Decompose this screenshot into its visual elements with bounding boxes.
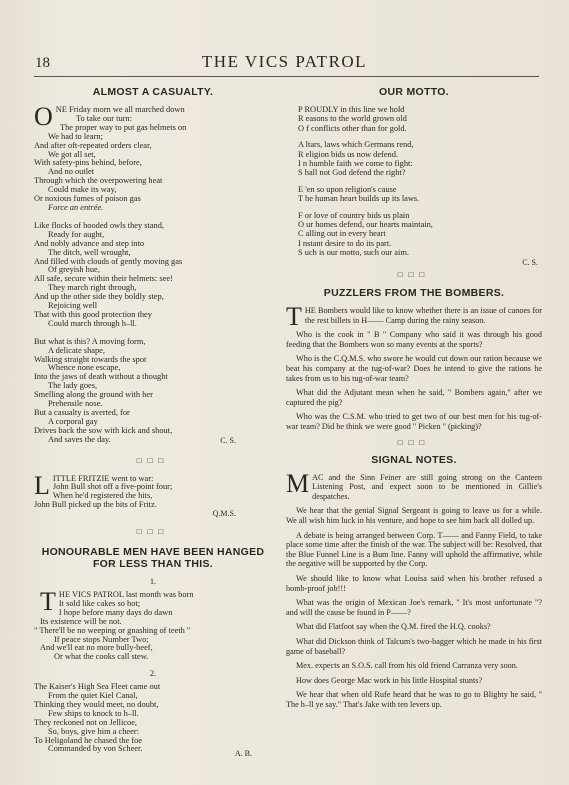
poem-line: O ur homes defend, our hearts maintain, — [298, 220, 433, 230]
poem-line: We got all set, — [48, 149, 96, 159]
poem-line: Or noxious fumes of poison gas — [34, 194, 141, 204]
paragraph-text: HE Bombers would like to know whether there is an issue of canoes for the rest billets in H—— Camp during the rainy season. — [304, 306, 542, 325]
honourable-signature: A. B. — [234, 749, 252, 759]
poem-line: R easons to the world grown old — [298, 114, 407, 124]
paragraph: We hear that the genial Signal Sergeant is going to leave us for a while. We all wish him luck in his venture, and hope to see him back all dolled up. — [286, 506, 542, 525]
poem-line: S hall not God defend the right? — [298, 168, 406, 178]
poem-line: Through which the overpowering heat — [34, 176, 163, 186]
poem-line: But a casualty is averted, for — [34, 408, 130, 417]
poem-line: And we'll eat no more bully-beef, — [40, 643, 153, 653]
poem-line: R eligion bids us now defend. — [298, 149, 399, 159]
poem-line: If peace stops Number Two; — [54, 634, 149, 644]
signal-title: SIGNAL NOTES. — [371, 453, 457, 466]
poem-line: The lady goes, — [48, 381, 98, 391]
poem-line: To take our turn: — [76, 113, 132, 123]
poem-line: Commanded by von Scheer. — [48, 744, 143, 754]
poem-line: All safe, secure within their helmets: see! — [34, 274, 173, 284]
paragraph: Mex. expects an S.O.S. call from his old friend Carranza very soon. — [296, 661, 518, 671]
drop-cap: T — [40, 586, 56, 616]
poem-line: And no outlet — [48, 167, 95, 177]
poem-line: A delicate shape, — [48, 345, 105, 355]
poem-line: But what is this? A moving form, — [34, 336, 146, 346]
poem-line: I hope before many days do dawn — [58, 607, 173, 617]
poem-line: Into the jaws of death without a thought — [34, 372, 168, 382]
right-column — [286, 82, 542, 715]
poem-line: John Bull picked up the bits of Fritz. — [34, 500, 157, 510]
poem-line: I nstant desire to do its part. — [298, 238, 392, 248]
poem-line: And after oft-repeated orders clear, — [34, 140, 152, 150]
poem-line: Walking straight towards the spot — [34, 354, 147, 364]
poem-line: ITTLE FRITZIE went to war: — [52, 473, 154, 483]
poem-line: S uch is our motto, such our aim. — [298, 248, 409, 258]
part-number: 2. — [149, 669, 157, 679]
casualty-poem — [34, 102, 272, 446]
poem-line: Prehensile nose. — [48, 399, 103, 409]
poem-line: And nobly advance and step into — [34, 238, 145, 248]
poem-line: T he human heart builds up its laws. — [298, 194, 420, 204]
motto-poem — [286, 105, 542, 267]
signal-first-paragraph — [286, 468, 542, 502]
poem-line: That with this good protection they — [34, 309, 152, 319]
poem-line: Force an entrée. — [48, 202, 104, 212]
puzzlers-title: PUZZLERS FROM THE BOMBERS. — [323, 287, 505, 300]
paragraph: What did the Adjutant mean when he said, " Bombers again," after we captured the pig? — [286, 388, 542, 407]
section-divider: □□□ — [136, 455, 170, 465]
poem-line: Its existence will be not. — [40, 616, 122, 626]
poem-line: The proper way to put gas helmets on — [60, 122, 187, 132]
signal-body — [286, 468, 542, 710]
honourable-poem — [34, 578, 272, 759]
header-rule — [34, 76, 539, 77]
poem-line: Could make its way, — [48, 185, 117, 195]
puzzlers-body — [286, 302, 542, 432]
page-title: THE VICS PATROL — [201, 52, 368, 71]
casualty-title: ALMOST A CASUALTY. — [92, 86, 214, 98]
poem-line: Of greyish hue, — [48, 265, 100, 275]
poem-line: From the quiet Kiel Canal, — [48, 691, 138, 701]
poem-line: Or what the cooks call stew. — [54, 652, 149, 662]
part-number: 1. — [149, 577, 157, 587]
section-divider: □□□ — [136, 527, 170, 537]
poem-line: E 'en so upon religion's cause — [298, 184, 397, 194]
poem-line: A corporal gay — [48, 416, 98, 426]
poem-line: O f conflicts other than for gold. — [298, 123, 407, 133]
poem-line: Drives back the sow with kick and shout, — [34, 425, 173, 435]
poem-line: And up the other side they boldly step, — [34, 292, 164, 302]
poem-line: With safety-pins behind, before, — [34, 158, 142, 168]
fritzie-poem — [34, 470, 272, 520]
poem-line: Ready for aught, — [48, 229, 105, 239]
poem-line: When he'd registered the hits, — [52, 491, 153, 501]
drop-cap: O — [34, 102, 53, 131]
paragraph: Who was the C.S.M. who tried to get two of our best men for his tug-of-war team? Did he think we were good " Picken " (picking)? — [286, 412, 542, 432]
puzzlers-first-paragraph — [286, 302, 542, 332]
poem-line: I n humble faith we come to fight: — [298, 159, 413, 169]
poem-line: Whence none escape, — [48, 363, 121, 373]
poem-line: It sold like cakes so hot; — [58, 598, 141, 608]
poem-line: Few ships to knock to h–ll. — [48, 708, 139, 718]
poem-line: Could march through h–ll. — [48, 318, 137, 328]
poem-line: We had to learn; — [48, 131, 103, 141]
poem-line: The ditch, well wrought, — [48, 247, 131, 257]
poem-line: Rejoicing well — [48, 301, 98, 311]
poem-line: P ROUDLY in this line we hold — [298, 105, 405, 114]
poem-line: And saves the day. — [48, 434, 111, 444]
honourable-title-1: HONOURABLE MEN HAVE BEEN HANGED — [41, 546, 265, 559]
poem-line: John Bull shot off a five-point four; — [52, 482, 173, 492]
casualty-stanza-3 — [34, 338, 272, 445]
paragraph: What did Dickson think of Talcum's two-bagger which he made in his first game of baseball? — [286, 636, 542, 656]
left-column — [34, 82, 272, 759]
poem-line: They march right through, — [48, 283, 137, 293]
page-number: 18 — [35, 55, 50, 71]
paragraph: Who is the C.Q.M.S. who swore he would cut down our ration because we beat his company at the tug-of-war? Does he intend to give the rations he takes from us to his tug-of-war team? — [286, 354, 542, 383]
poem-line: So, boys, give him a cheer: — [48, 726, 139, 736]
poem-line: " There'll be no weeping or gnashing of teeth " — [34, 625, 191, 635]
casualty-stanza-2 — [34, 222, 272, 329]
paragraph: What was the origin of Mexican Joe's remark, " It's most unfortunate "? and will the cause be found in P——? — [286, 598, 542, 617]
drop-cap: M — [286, 468, 310, 498]
paragraph: How does George Mac work in his little Hospital stunts? — [296, 675, 483, 685]
poem-line: HE VICS PATROL last month was born — [58, 589, 194, 599]
poem-line: And filled with clouds of gently moving gas — [34, 256, 183, 266]
drop-cap: T — [286, 302, 302, 332]
paragraph: We hear that when old Rufe heard that he was to go to Blighty he said, " The h–ll ye say." That's Jake with ten levers up. — [286, 690, 542, 709]
poem-line: Thinking they would meet, no doubt, — [34, 699, 159, 709]
poem-line: C alling out in every heart — [298, 229, 386, 239]
poem-line: Smelling along the ground with her — [34, 390, 153, 400]
section-divider: □□□ — [397, 270, 431, 280]
paragraph-text: AC and the Sinn Feiner are still going strong on the Canteen Listening Post, and expect soon to be mentioned in Gillie's despatches. — [312, 472, 542, 501]
poem-line: They reckoned not on Jellicoe, — [34, 717, 138, 727]
section-divider: □□□ — [397, 437, 431, 447]
drop-cap: L — [34, 470, 50, 500]
honourable-title-2: FOR LESS THAN THIS. — [92, 558, 214, 571]
poem-line: F or love of country bids us plain — [298, 210, 410, 220]
casualty-stanza-1 — [34, 102, 272, 213]
motto-title: OUR MOTTO. — [379, 86, 449, 98]
fritzie-signature: Q.M.S. — [212, 509, 236, 519]
paragraph: Who is the cook in " B " Company who said it was through his good feeding that the Bombers won so many events at the sports? — [286, 330, 542, 349]
poem-line: To Heligoland he chased the foe — [34, 735, 143, 745]
poem-line: Like flocks of hooded owls they stand, — [34, 220, 165, 230]
paragraph: What did Flatfoot say when the Q.M. fired the H.Q. cooks? — [296, 622, 491, 632]
poem-line: NE Friday morn we all marched down — [55, 105, 185, 114]
poem-line: The Kaiser's High Sea Fleet came out — [34, 682, 161, 692]
paragraph: We should like to know what Louisa said when his brother refused a bomb-proof job!!! — [286, 573, 542, 593]
poem-line: A ltars, laws which Germans rend, — [298, 140, 414, 150]
paragraph: A debate is being arranged between Corp. T—— and Fanny Field, to take place some time after the finish of the war. The subject will be: Resolved, that the Blue Funnel Line is a Bum line. Fanny will uphold the affirmative, while the negative will be supported by the Corp. — [286, 530, 542, 569]
casualty-signature: C. S. — [220, 435, 236, 445]
motto-signature: C. S. — [522, 257, 538, 267]
